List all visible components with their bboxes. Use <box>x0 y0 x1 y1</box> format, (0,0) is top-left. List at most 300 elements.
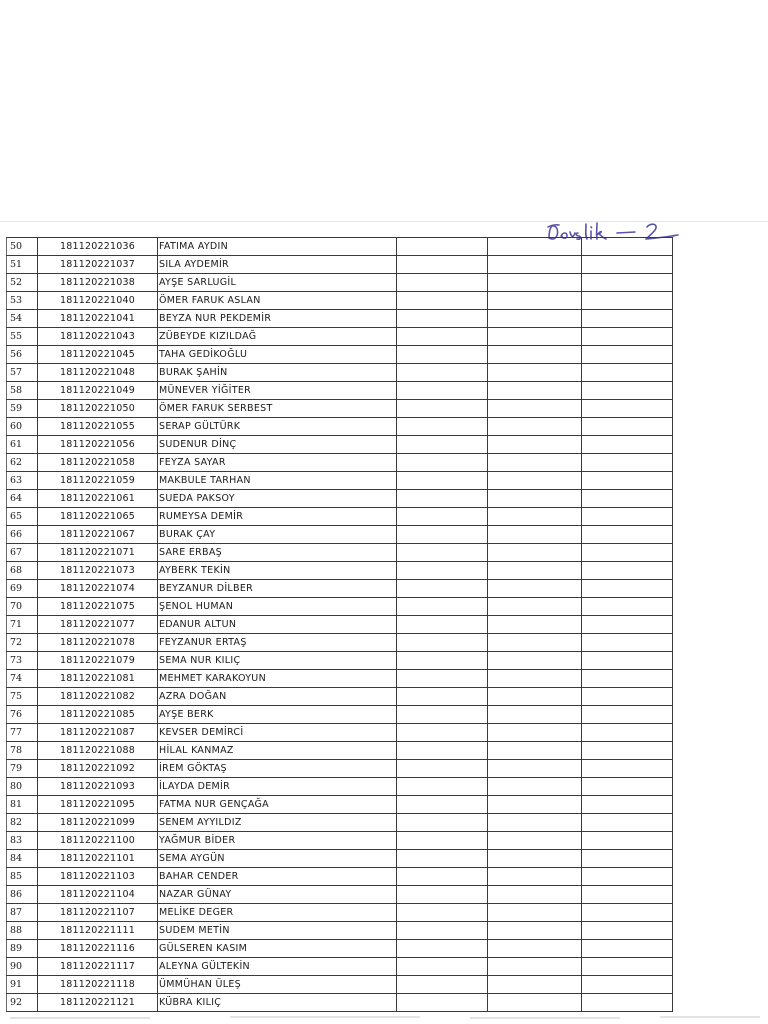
student-name: SERAP GÜLTÜRK <box>158 418 397 436</box>
blank-cell-1 <box>397 292 488 310</box>
blank-cell-1 <box>397 544 488 562</box>
table-row <box>7 562 673 580</box>
blank-cell-2 <box>488 706 582 724</box>
blank-cell-1 <box>397 418 488 436</box>
blank-cell-2 <box>488 562 582 580</box>
table-row <box>7 472 673 490</box>
student-id: 181120221061 <box>38 490 158 508</box>
student-id: 181120221116 <box>38 940 158 958</box>
student-id: 181120221095 <box>38 796 158 814</box>
row-number: 69 <box>7 580 38 598</box>
blank-cell-2 <box>488 508 582 526</box>
row-number: 70 <box>7 598 38 616</box>
blank-cell-2 <box>488 472 582 490</box>
blank-cell-2 <box>488 778 582 796</box>
student-id: 181120221058 <box>38 454 158 472</box>
table-row <box>7 886 673 904</box>
student-name: FATMA NUR GENÇAĞA <box>158 796 397 814</box>
blank-cell-1 <box>397 526 488 544</box>
student-list-table <box>6 237 673 1012</box>
row-number: 83 <box>7 832 38 850</box>
blank-cell-1 <box>397 562 488 580</box>
blank-cell-3 <box>582 598 673 616</box>
table-row <box>7 742 673 760</box>
blank-cell-1 <box>397 994 488 1012</box>
blank-cell-1 <box>397 760 488 778</box>
row-number: 58 <box>7 382 38 400</box>
student-name: ÜMMÜHAN ÜLEŞ <box>158 976 397 994</box>
student-id: 181120221065 <box>38 508 158 526</box>
student-name: SEMA AYGÜN <box>158 850 397 868</box>
student-id: 181120221050 <box>38 400 158 418</box>
blank-cell-2 <box>488 328 582 346</box>
table-row <box>7 526 673 544</box>
student-name: MELİKE DEGER <box>158 904 397 922</box>
table-row <box>7 274 673 292</box>
student-name: SENEM AYYILDIZ <box>158 814 397 832</box>
blank-cell-1 <box>397 778 488 796</box>
student-id: 181120221093 <box>38 778 158 796</box>
row-number: 50 <box>7 238 38 256</box>
blank-cell-3 <box>582 454 673 472</box>
student-name: KEVSER DEMİRCİ <box>158 724 397 742</box>
blank-cell-2 <box>488 256 582 274</box>
table-row <box>7 292 673 310</box>
row-number: 52 <box>7 274 38 292</box>
blank-cell-2 <box>488 922 582 940</box>
blank-cell-1 <box>397 472 488 490</box>
student-id: 181120221049 <box>38 382 158 400</box>
table-row <box>7 400 673 418</box>
table-row <box>7 670 673 688</box>
blank-cell-1 <box>397 688 488 706</box>
blank-cell-1 <box>397 400 488 418</box>
table-row <box>7 616 673 634</box>
blank-cell-1 <box>397 850 488 868</box>
blank-cell-1 <box>397 832 488 850</box>
blank-cell-3 <box>582 562 673 580</box>
row-number: 61 <box>7 436 38 454</box>
blank-cell-1 <box>397 616 488 634</box>
row-number: 87 <box>7 904 38 922</box>
table-row <box>7 364 673 382</box>
blank-cell-2 <box>488 526 582 544</box>
blank-cell-1 <box>397 634 488 652</box>
table-row <box>7 508 673 526</box>
student-name: MEHMET KARAKOYUN <box>158 670 397 688</box>
blank-cell-3 <box>582 670 673 688</box>
blank-cell-3 <box>582 868 673 886</box>
blank-cell-2 <box>488 346 582 364</box>
table-row <box>7 382 673 400</box>
row-number: 60 <box>7 418 38 436</box>
table-row <box>7 904 673 922</box>
blank-cell-2 <box>488 238 582 256</box>
table-row <box>7 490 673 508</box>
table-row <box>7 706 673 724</box>
blank-cell-2 <box>488 814 582 832</box>
blank-cell-1 <box>397 940 488 958</box>
blank-cell-2 <box>488 418 582 436</box>
student-name: SILA AYDEMİR <box>158 256 397 274</box>
student-id: 181120221075 <box>38 598 158 616</box>
student-name: AYŞE BERK <box>158 706 397 724</box>
blank-cell-3 <box>582 508 673 526</box>
student-id: 181120221092 <box>38 760 158 778</box>
blank-cell-2 <box>488 634 582 652</box>
blank-cell-2 <box>488 598 582 616</box>
blank-cell-3 <box>582 634 673 652</box>
student-name: SUDENUR DİNÇ <box>158 436 397 454</box>
student-id: 181120221071 <box>38 544 158 562</box>
blank-cell-2 <box>488 796 582 814</box>
blank-cell-3 <box>582 418 673 436</box>
blank-cell-3 <box>582 382 673 400</box>
table-row <box>7 994 673 1012</box>
blank-cell-2 <box>488 544 582 562</box>
blank-cell-3 <box>582 436 673 454</box>
blank-cell-3 <box>582 958 673 976</box>
table-row <box>7 814 673 832</box>
row-number: 65 <box>7 508 38 526</box>
blank-cell-2 <box>488 580 582 598</box>
student-name: BURAK ŞAHİN <box>158 364 397 382</box>
blank-cell-2 <box>488 868 582 886</box>
row-number: 91 <box>7 976 38 994</box>
row-number: 89 <box>7 940 38 958</box>
table-row <box>7 724 673 742</box>
blank-cell-1 <box>397 364 488 382</box>
blank-cell-2 <box>488 364 582 382</box>
table-row <box>7 940 673 958</box>
blank-cell-1 <box>397 346 488 364</box>
table-row <box>7 454 673 472</box>
row-number: 84 <box>7 850 38 868</box>
table-row <box>7 976 673 994</box>
blank-cell-2 <box>488 904 582 922</box>
blank-cell-1 <box>397 922 488 940</box>
row-number: 62 <box>7 454 38 472</box>
blank-cell-3 <box>582 238 673 256</box>
blank-cell-3 <box>582 778 673 796</box>
blank-cell-3 <box>582 994 673 1012</box>
student-id: 181120221048 <box>38 364 158 382</box>
student-name: SUDEM METİN <box>158 922 397 940</box>
student-name: RUMEYSA DEMİR <box>158 508 397 526</box>
blank-cell-2 <box>488 490 582 508</box>
blank-cell-2 <box>488 454 582 472</box>
student-name: FEYZA SAYAR <box>158 454 397 472</box>
student-id: 181120221087 <box>38 724 158 742</box>
row-number: 81 <box>7 796 38 814</box>
blank-cell-1 <box>397 868 488 886</box>
blank-cell-1 <box>397 958 488 976</box>
row-number: 90 <box>7 958 38 976</box>
student-name: BAHAR CENDER <box>158 868 397 886</box>
student-name: SEMA NUR KILIÇ <box>158 652 397 670</box>
blank-cell-3 <box>582 472 673 490</box>
student-name: AYŞE SARLUGİL <box>158 274 397 292</box>
blank-cell-2 <box>488 400 582 418</box>
blank-cell-3 <box>582 688 673 706</box>
table-row <box>7 796 673 814</box>
student-id: 181120221101 <box>38 850 158 868</box>
row-number: 64 <box>7 490 38 508</box>
table-row <box>7 346 673 364</box>
blank-cell-3 <box>582 310 673 328</box>
blank-cell-2 <box>488 742 582 760</box>
row-number: 75 <box>7 688 38 706</box>
table-row <box>7 688 673 706</box>
blank-cell-1 <box>397 724 488 742</box>
blank-cell-2 <box>488 994 582 1012</box>
row-number: 76 <box>7 706 38 724</box>
student-id: 181120221045 <box>38 346 158 364</box>
student-id: 181120221038 <box>38 274 158 292</box>
blank-cell-2 <box>488 382 582 400</box>
student-name: FATIMA AYDIN <box>158 238 397 256</box>
blank-cell-2 <box>488 760 582 778</box>
row-number: 71 <box>7 616 38 634</box>
blank-cell-3 <box>582 526 673 544</box>
student-id: 181120221111 <box>38 922 158 940</box>
student-name: GÜLSEREN KASIM <box>158 940 397 958</box>
blank-cell-3 <box>582 292 673 310</box>
row-number: 63 <box>7 472 38 490</box>
table-row <box>7 652 673 670</box>
student-name: AYBERK TEKİN <box>158 562 397 580</box>
blank-cell-2 <box>488 310 582 328</box>
blank-cell-1 <box>397 580 488 598</box>
row-number: 74 <box>7 670 38 688</box>
row-number: 80 <box>7 778 38 796</box>
blank-cell-2 <box>488 850 582 868</box>
blank-cell-2 <box>488 724 582 742</box>
blank-cell-3 <box>582 940 673 958</box>
student-name: TAHA GEDİKOĞLU <box>158 346 397 364</box>
blank-cell-1 <box>397 256 488 274</box>
blank-cell-3 <box>582 760 673 778</box>
student-id: 181120221079 <box>38 652 158 670</box>
row-number: 85 <box>7 868 38 886</box>
student-id: 181120221059 <box>38 472 158 490</box>
student-id: 181120221037 <box>38 256 158 274</box>
table-row <box>7 778 673 796</box>
row-number: 53 <box>7 292 38 310</box>
blank-cell-3 <box>582 904 673 922</box>
table-row <box>7 418 673 436</box>
blank-cell-1 <box>397 814 488 832</box>
student-id: 181120221078 <box>38 634 158 652</box>
student-id: 181120221073 <box>38 562 158 580</box>
blank-cell-1 <box>397 508 488 526</box>
student-name: MAKBULE TARHAN <box>158 472 397 490</box>
blank-cell-3 <box>582 328 673 346</box>
blank-cell-2 <box>488 688 582 706</box>
student-id: 181120221067 <box>38 526 158 544</box>
row-number: 77 <box>7 724 38 742</box>
row-number: 57 <box>7 364 38 382</box>
blank-cell-3 <box>582 346 673 364</box>
student-name: YAĞMUR BİDER <box>158 832 397 850</box>
blank-cell-1 <box>397 436 488 454</box>
student-id: 181120221055 <box>38 418 158 436</box>
student-id: 181120221121 <box>38 994 158 1012</box>
row-number: 66 <box>7 526 38 544</box>
blank-cell-1 <box>397 598 488 616</box>
table-row <box>7 310 673 328</box>
student-id: 181120221043 <box>38 328 158 346</box>
blank-cell-2 <box>488 886 582 904</box>
table-row <box>7 328 673 346</box>
student-name: MÜNEVER YİĞİTER <box>158 382 397 400</box>
blank-cell-1 <box>397 670 488 688</box>
row-number: 86 <box>7 886 38 904</box>
blank-cell-2 <box>488 670 582 688</box>
student-id: 181120221081 <box>38 670 158 688</box>
blank-cell-1 <box>397 976 488 994</box>
student-name: İLAYDA DEMİR <box>158 778 397 796</box>
scan-bottom-smudge <box>0 1014 768 1022</box>
blank-cell-1 <box>397 310 488 328</box>
blank-cell-3 <box>582 490 673 508</box>
blank-cell-3 <box>582 364 673 382</box>
blank-cell-1 <box>397 454 488 472</box>
table-row <box>7 922 673 940</box>
student-id: 181120221103 <box>38 868 158 886</box>
blank-cell-3 <box>582 580 673 598</box>
table-row <box>7 544 673 562</box>
student-id: 181120221100 <box>38 832 158 850</box>
student-id: 181120221118 <box>38 976 158 994</box>
blank-cell-3 <box>582 274 673 292</box>
student-id: 181120221074 <box>38 580 158 598</box>
student-name: ZÜBEYDE KIZILDAĞ <box>158 328 397 346</box>
student-id: 181120221099 <box>38 814 158 832</box>
student-id: 181120221041 <box>38 310 158 328</box>
student-id: 181120221036 <box>38 238 158 256</box>
blank-cell-2 <box>488 652 582 670</box>
blank-cell-3 <box>582 850 673 868</box>
row-number: 55 <box>7 328 38 346</box>
blank-cell-2 <box>488 940 582 958</box>
row-number: 67 <box>7 544 38 562</box>
blank-cell-2 <box>488 292 582 310</box>
blank-cell-1 <box>397 652 488 670</box>
student-name: BURAK ÇAY <box>158 526 397 544</box>
student-id: 181120221088 <box>38 742 158 760</box>
blank-cell-3 <box>582 922 673 940</box>
blank-cell-2 <box>488 274 582 292</box>
blank-cell-1 <box>397 382 488 400</box>
blank-cell-1 <box>397 328 488 346</box>
blank-cell-1 <box>397 274 488 292</box>
table-row <box>7 580 673 598</box>
blank-cell-3 <box>582 724 673 742</box>
student-name: ALEYNA GÜLTEKİN <box>158 958 397 976</box>
student-id: 181120221077 <box>38 616 158 634</box>
student-id: 181120221107 <box>38 904 158 922</box>
student-name: AZRA DOĞAN <box>158 688 397 706</box>
student-name: SARE ERBAŞ <box>158 544 397 562</box>
blank-cell-2 <box>488 436 582 454</box>
student-list-body <box>7 238 673 1012</box>
table-row <box>7 634 673 652</box>
row-number: 68 <box>7 562 38 580</box>
blank-cell-2 <box>488 958 582 976</box>
blank-cell-3 <box>582 796 673 814</box>
student-id: 181120221040 <box>38 292 158 310</box>
row-number: 73 <box>7 652 38 670</box>
table-row <box>7 598 673 616</box>
blank-cell-2 <box>488 976 582 994</box>
row-number: 79 <box>7 760 38 778</box>
student-name: FEYZANUR ERTAŞ <box>158 634 397 652</box>
student-name: SUEDA PAKSOY <box>158 490 397 508</box>
blank-cell-3 <box>582 832 673 850</box>
student-name: ÖMER FARUK ASLAN <box>158 292 397 310</box>
blank-cell-3 <box>582 652 673 670</box>
student-name: NAZAR GÜNAY <box>158 886 397 904</box>
student-id: 181120221117 <box>38 958 158 976</box>
student-name: BEYZANUR DİLBER <box>158 580 397 598</box>
row-number: 82 <box>7 814 38 832</box>
row-number: 72 <box>7 634 38 652</box>
blank-cell-3 <box>582 706 673 724</box>
table-row <box>7 256 673 274</box>
blank-cell-2 <box>488 832 582 850</box>
blank-cell-1 <box>397 796 488 814</box>
blank-cell-1 <box>397 886 488 904</box>
blank-cell-3 <box>582 742 673 760</box>
student-name: BEYZA NUR PEKDEMİR <box>158 310 397 328</box>
blank-cell-3 <box>582 400 673 418</box>
student-name: ÖMER FARUK SERBEST <box>158 400 397 418</box>
student-id: 181120221082 <box>38 688 158 706</box>
table-row <box>7 832 673 850</box>
student-id: 181120221056 <box>38 436 158 454</box>
blank-cell-2 <box>488 616 582 634</box>
table-row <box>7 238 673 256</box>
student-name: İREM GÖKTAŞ <box>158 760 397 778</box>
blank-cell-3 <box>582 616 673 634</box>
row-number: 59 <box>7 400 38 418</box>
table-row <box>7 760 673 778</box>
row-number: 51 <box>7 256 38 274</box>
blank-cell-1 <box>397 238 488 256</box>
table-row <box>7 958 673 976</box>
blank-cell-3 <box>582 886 673 904</box>
table-row <box>7 868 673 886</box>
table-row <box>7 850 673 868</box>
row-number: 56 <box>7 346 38 364</box>
row-number: 78 <box>7 742 38 760</box>
table-row <box>7 436 673 454</box>
row-number: 88 <box>7 922 38 940</box>
student-id: 181120221085 <box>38 706 158 724</box>
blank-cell-3 <box>582 976 673 994</box>
student-name: HİLAL KANMAZ <box>158 742 397 760</box>
student-name: EDANUR ALTUN <box>158 616 397 634</box>
blank-cell-3 <box>582 814 673 832</box>
blank-cell-3 <box>582 544 673 562</box>
blank-cell-3 <box>582 256 673 274</box>
row-number: 54 <box>7 310 38 328</box>
blank-cell-1 <box>397 742 488 760</box>
student-id: 181120221104 <box>38 886 158 904</box>
student-name: KÜBRA KILIÇ <box>158 994 397 1012</box>
student-name: ŞENOL HUMAN <box>158 598 397 616</box>
